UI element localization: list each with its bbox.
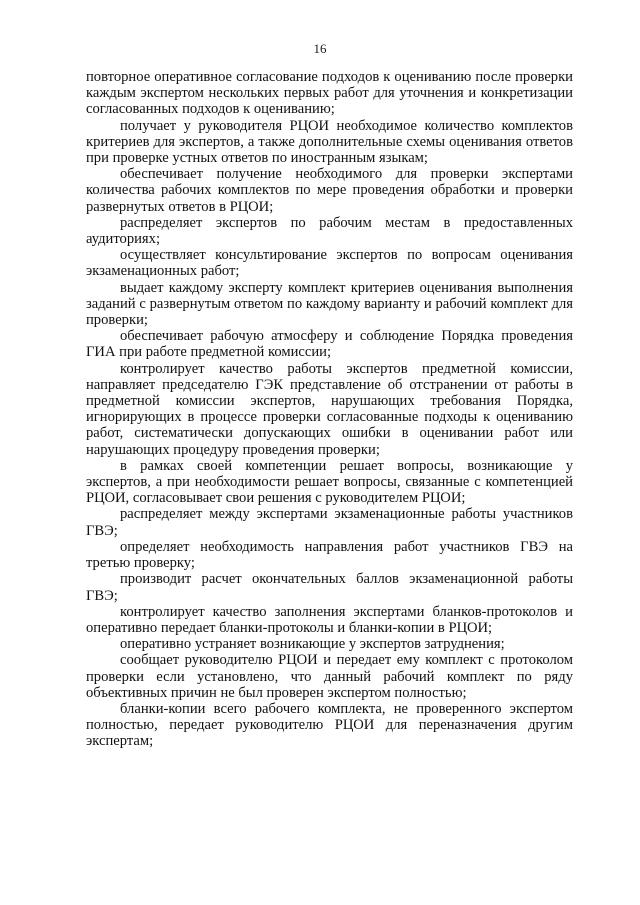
paragraph-report-incomplete: сообщает руководителю РЦОИ и передает ему комплект с протоколом проверки если установлено, что данный рабочий комплект по ряду объективных причин не был проверен экспертом полностью;	[86, 652, 573, 701]
paragraph-seating: распределяет экспертов по рабочим местам в предоставленных аудиториях;	[86, 214, 573, 248]
paragraph-issue-criteria: выдает каждому эксперту комплект критериев оценивания выполнения заданий с развернутым ответом по каждому варианту и рабочий комплект для проверки;	[86, 279, 573, 329]
paragraph-criteria-sets: получает у руководителя РЦОИ необходимое количество комплектов критериев для экспертов, а также дополнительные схемы оценивания ответов при проверке устных ответов по иностранным языкам;	[86, 117, 573, 167]
paragraph-consulting: осуществляет консультирование экспертов по вопросам оценивания экзаменационных работ;	[86, 247, 573, 280]
paragraph-difficulties: оперативно устраняет возникающие у экспертов затруднения;	[120, 636, 505, 653]
paragraph-final-scores: производит расчет окончательных баллов экзаменационной работы ГВЭ;	[86, 571, 573, 604]
paragraph-atmosphere: обеспечивает рабочую атмосферу и соблюдение Порядка проведения ГИА при работе предметной комиссии;	[86, 328, 573, 361]
paragraph-forms-control: контролирует качество заполнения экспертами бланков-протоколов и оперативно передает бланки-протоколы и бланки-копии в РЦОИ;	[86, 603, 573, 636]
paragraph-work-sets: обеспечивает получение необходимого для проверки экспертами количества рабочих комплектов по мере проведения обработки и проверки развернутых ответов в РЦОИ;	[86, 166, 573, 215]
paragraph-reassign: бланки-копии всего рабочего комплекта, не проверенного экспертом полностью, передает руководителю РЦОИ для переназначения другим экспертам;	[86, 700, 573, 750]
paragraph-distribute-works: распределяет между экспертами экзаменационные работы участников ГВЭ;	[86, 506, 573, 539]
document-body	[86, 69, 573, 750]
page-number: 16	[313, 41, 327, 56]
paragraph-continuation: повторное оперативное согласование подходов к оцениванию после проверки каждым экспертом нескольких первых работ для уточнения и конкретизации согласованных подходов к оцениванию;	[86, 69, 573, 118]
paragraph-third-check: определяет необходимость направления работ участников ГВЭ на третью проверку;	[86, 538, 573, 572]
paragraph-competence: в рамках своей компетенции решает вопросы, возникающие у экспертов, а при необходимости решает вопросы, связанные с компетенцией РЦОИ, согласовывает свои решения с руководителем РЦОИ;	[86, 457, 573, 507]
paragraph-quality-control: контролирует качество работы экспертов предметной комиссии, направляет председателю ГЭК представление об отстранении от работы в предметной комиссии экспертов, нарушающих требования Порядка, игнорирующих в процессе проверки согласованные подходы к оцениванию работ, систематически допускающих ошибки в оценивании работ или нарушающих процедуру проведения проверки;	[86, 360, 573, 458]
